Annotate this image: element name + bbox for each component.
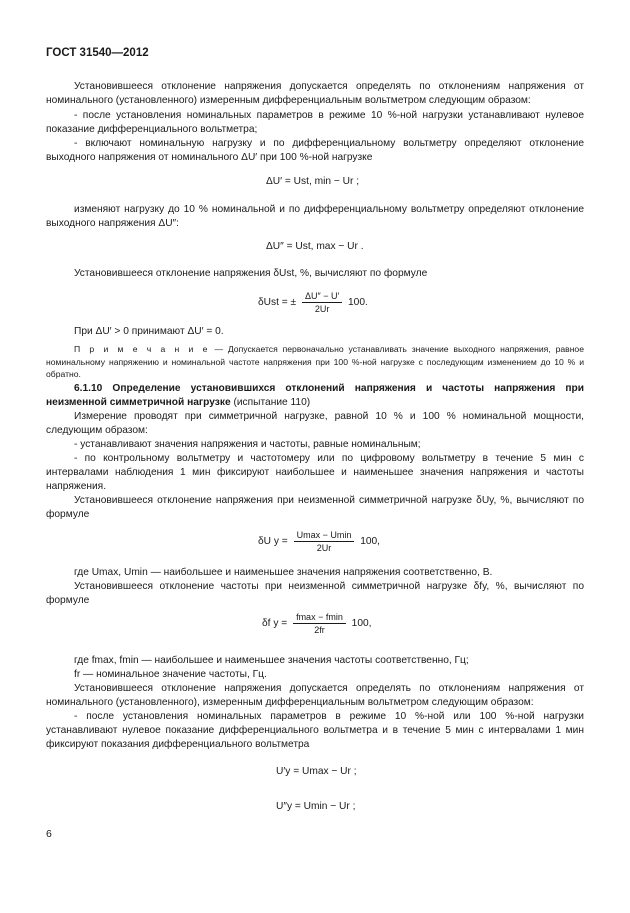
formula-delta-u-double-prime: ΔU″ = Ust, max − Ur . xyxy=(266,241,364,252)
paragraph-2: - после установления номинальных параметров в режиме 10 %-ной нагрузки устанавливают нулевое показание дифференциального вольтметра; xyxy=(46,110,584,136)
section-test-ref: (испытание 110) xyxy=(230,397,311,409)
formula-5-tail: 100, xyxy=(351,618,372,630)
paragraph-1: Установившееся отклонение напряжения допускается определять по отклонениям напряжения от номинального (установленного) измеренным дифференциальным вольтметром следующим образом: xyxy=(46,81,584,107)
formula-4-denominator: 2Ur xyxy=(316,543,332,553)
formula-4-lhs: δU y = xyxy=(258,536,288,548)
formula-4-tail: 100, xyxy=(360,536,381,548)
paragraph-8: - устанавливают значения напряжения и частоты, равные номинальным; xyxy=(74,439,421,450)
paragraph-3: - включают номинальную нагрузку и по дифференциальному вольтметру определяют отклонение выходного напряжения от номинального ΔU′ при 100 %-ной нагрузке xyxy=(46,138,584,164)
section-title: 6.1.10 Определение установившихся отклонений напряжения и частоты напряжения при неизменной симметричной нагрузке xyxy=(46,383,584,409)
paragraph-6: При ΔU′ > 0 принимают ΔU′ = 0. xyxy=(74,326,224,337)
note-label: П р и м е ч а н и е xyxy=(74,344,210,354)
formula-4-fraction xyxy=(294,530,355,553)
note-text: — Допускается первоначально устанавливать значение выходного напряжения, равное номинальному напряжению и номинальной частоте напряжения при 100 %-ной нагрузке с последующим изменением до 10 % и обратно. xyxy=(46,344,584,380)
formula-delta-u-prime: ΔU′ = Ust, min − Ur ; xyxy=(266,176,360,187)
paragraph-11: где Umax, Umin — наибольшее и наименьшее значения напряжения соответственно, В. xyxy=(74,567,493,578)
formula-5-numerator: fmax − fmin xyxy=(293,612,346,624)
page-header: ГОСТ 31540—2012 xyxy=(46,47,149,59)
formula-u-prime-y: U′y = Umax − Ur ; xyxy=(276,766,357,777)
formula-3-lhs: δUst = ± xyxy=(258,297,297,309)
section-heading xyxy=(46,382,584,410)
paragraph-7: Измерение проводят при симметричной нагрузке, равной 10 % и 100 % номинальной мощности, следующим образом: xyxy=(46,411,584,437)
paragraph-15: Установившееся отклонение напряжения допускается определять по отклонениям напряжения от номинального (установленного), измеренным дифференциальным вольтметром следующим образом: xyxy=(46,683,584,709)
formula-delta-ust xyxy=(258,291,368,314)
paragraph-4: изменяют нагрузку до 10 % номинальной и по дифференциальному вольтметру определяют отклонение выходного напряжения ΔU″: xyxy=(46,204,584,230)
formula-delta-uy xyxy=(258,530,380,553)
formula-5-fraction xyxy=(293,612,346,635)
paragraph-16: - после установления номинальных параметров в режиме 10 %-ной или 100 %-ной нагрузки устанавливают нулевое показание дифференциального вольтметра и в течение 5 мин с интервалами 1 мин фиксируют показания дифференциального вольтметра xyxy=(46,711,584,751)
paragraph-5: Установившееся отклонение напряжения δUst, %, вычисляют по формуле xyxy=(74,268,428,279)
formula-3-tail: 100. xyxy=(348,297,368,309)
formula-5-lhs: δf y = xyxy=(262,618,288,630)
formula-3-denominator: 2Ur xyxy=(314,304,330,314)
formula-u-double-prime-y: U″y = Umin − Ur ; xyxy=(276,801,356,812)
formula-delta-fy xyxy=(262,612,372,635)
formula-5-denominator: 2fr xyxy=(314,625,325,635)
paragraph-9: - по контрольному вольтметру и частотомеру или по цифровому вольтметру в течение 5 мин с интервалами наблюдения 1 мин фиксируют наибольшее и наименьшее значения напряжения и частоты напряжения. xyxy=(46,453,584,493)
formula-3-numerator: ΔU″ − U′ xyxy=(302,291,342,303)
paragraph-12: Установившееся отклонение частоты при неизменной симметричной нагрузке δfy, %, вычисляют по формуле xyxy=(46,581,584,607)
paragraph-13: где fmax, fmin — наибольшее и наименьшее значения частоты соответственно, Гц; xyxy=(74,655,469,666)
formula-4-numerator: Umax − Umin xyxy=(294,530,355,542)
formula-3-fraction xyxy=(302,291,342,314)
note xyxy=(46,343,584,381)
paragraph-10: Установившееся отклонение напряжения при неизменной симметричной нагрузке δUy, %, вычисляют по формуле xyxy=(46,495,584,521)
paragraph-14: fr — номинальное значение частоты, Гц. xyxy=(74,669,267,680)
page-number: 6 xyxy=(46,828,52,840)
